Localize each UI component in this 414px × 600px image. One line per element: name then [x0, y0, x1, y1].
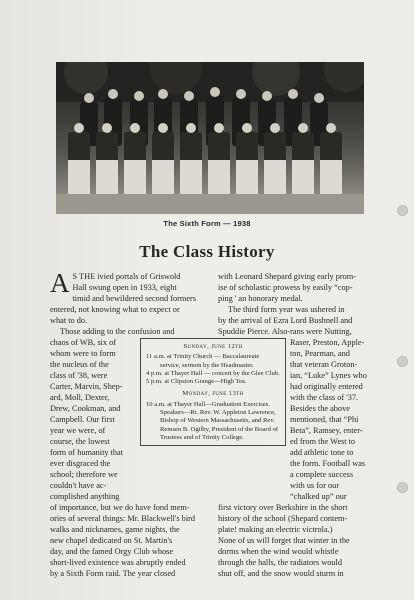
text-line: ping ' an honorary medal.: [218, 294, 303, 303]
schedule-event: 10 a.m. at Thayer Hall—Graduation Exercises. Speakers—Rt. Rev. W. Appleton Lawrence, Bishop of Western Massachusetts, and Rev. Remsen B. Ogilby, President of the Board of Trustees and of Trinity College.: [146, 400, 279, 441]
text-line: by a Sixth Form raid. The year closed: [50, 569, 176, 578]
text-line: entered, not knowing what to expect or: [50, 305, 180, 314]
text-line: Hall swung open in 1933, eight: [72, 283, 177, 292]
text-line: Campbell. Our first: [50, 415, 115, 424]
text-line: Spuddie Pierce. Also-rans were Nutting,: [218, 327, 352, 336]
text-line: what to do.: [50, 316, 88, 325]
text-line: new chapel dedicated on St. Martin's: [50, 536, 173, 545]
text-line: school; therefore we: [50, 470, 118, 479]
drop-cap: A: [50, 268, 70, 298]
schedule-day-heading: Sunday, June 12th: [183, 343, 243, 350]
text-line: had originally entered: [290, 382, 363, 391]
text-line: form of humanity that: [50, 448, 124, 457]
text-line: shut off, and the snow would sturm in: [218, 569, 344, 578]
text-line: Carter, Marvin, Shep-: [50, 382, 123, 391]
text-line: “chalked up” our: [290, 492, 347, 501]
article-column-right: [218, 271, 368, 337]
photo-caption: The Sixth Form — 1938: [163, 219, 251, 228]
text-line: with the class of '37.: [290, 393, 359, 402]
text-line: the form. Football was: [290, 459, 366, 468]
text-line: short-lived existence was abruptly ended: [50, 558, 186, 567]
text-line: of importance, but we do have fond mem-: [50, 503, 190, 512]
text-line: ian, “Luke” Lynes who: [290, 371, 367, 380]
bottom-column-right: [218, 502, 368, 579]
text-line: Raser, Preston, Apple-: [290, 338, 365, 347]
text-line: through the halls, the radiators would: [218, 558, 342, 567]
binder-hole: [397, 482, 408, 493]
text-line: the nucleus of the: [50, 360, 109, 369]
text-line: couldn't have ac-: [50, 481, 107, 490]
text-line: ories of several things: Mr. Blackwell's bird: [50, 514, 196, 523]
text-line: walks and nicknames, game nights, the: [50, 525, 180, 534]
text-line: dorms when the wind would whistle: [218, 547, 339, 556]
schedule-box: [140, 338, 286, 446]
text-line: ise of scholastic prowess by easily “cop-: [218, 283, 353, 292]
text-line: ton, Pearman, and: [290, 349, 350, 358]
text-line: The third form year was ushered in: [228, 305, 345, 314]
text-line: history of the school (Shepard contem-: [218, 514, 348, 523]
text-line: timid and bewildered second formers: [72, 294, 196, 303]
binder-hole: [397, 205, 408, 216]
text-line: chaos of WB, six of: [50, 338, 116, 347]
text-line: a complete success: [290, 470, 354, 479]
text-line: day, and the famed Orgy Club whose: [50, 547, 174, 556]
text-line: whom were to form: [50, 349, 116, 358]
text-line: that veteran Groton-: [290, 360, 358, 369]
article-column-left: [50, 268, 214, 337]
text-line: year we were, of: [50, 426, 106, 435]
text-line: with us for our: [290, 481, 340, 490]
text-line: Besides the above: [290, 404, 350, 413]
text-line: with Leonard Shepard giving early prom-: [218, 272, 357, 281]
narrow-column-left: [50, 337, 136, 502]
text-line: ed from the West to: [290, 437, 356, 446]
schedule-event: 4 p.m. at Thayer Hall — concert by the Glee Club.: [146, 369, 280, 377]
bottom-column-left: [50, 502, 214, 579]
text-line: Those adding to the confusion and: [60, 327, 175, 336]
text-line: None of us will forget that winter in the: [218, 536, 350, 545]
schedule-day-heading: Monday, June 13th: [182, 390, 244, 398]
text-line: Drew, Cookman, and: [50, 404, 121, 413]
class-photograph: [56, 62, 364, 214]
binder-hole: [397, 356, 408, 367]
schedule-event: 5 p.m. at Clipston Grange—High Tea.: [146, 378, 247, 386]
narrow-column-right: [290, 337, 368, 502]
text-line: add athletic tone to: [290, 448, 354, 457]
text-line: mentioned, that “Phi: [290, 415, 359, 424]
text-line: class of '38, were: [50, 371, 108, 380]
page-title: The Class History: [139, 242, 275, 261]
text-line: course, the lowest: [50, 437, 110, 446]
text-line: complished anything: [50, 492, 120, 501]
text-line: Beta”, Ramsey, enter-: [290, 426, 363, 435]
text-line: plate! making an electric victrola.): [218, 525, 333, 534]
text-line: first victory over Berkshire in the short: [218, 503, 348, 512]
text-line: S THE ivied portals of Griswold: [72, 272, 181, 281]
text-line: by the arrival of Ezra Lord Bushnell and: [218, 316, 353, 325]
schedule-event: 11 a.m. at Trinity Church — Baccalaureate service, sermon by the Headmaster.: [146, 353, 260, 369]
text-line: ever disgraced the: [50, 459, 111, 468]
text-line: ard, Moll, Dexter,: [50, 393, 110, 402]
